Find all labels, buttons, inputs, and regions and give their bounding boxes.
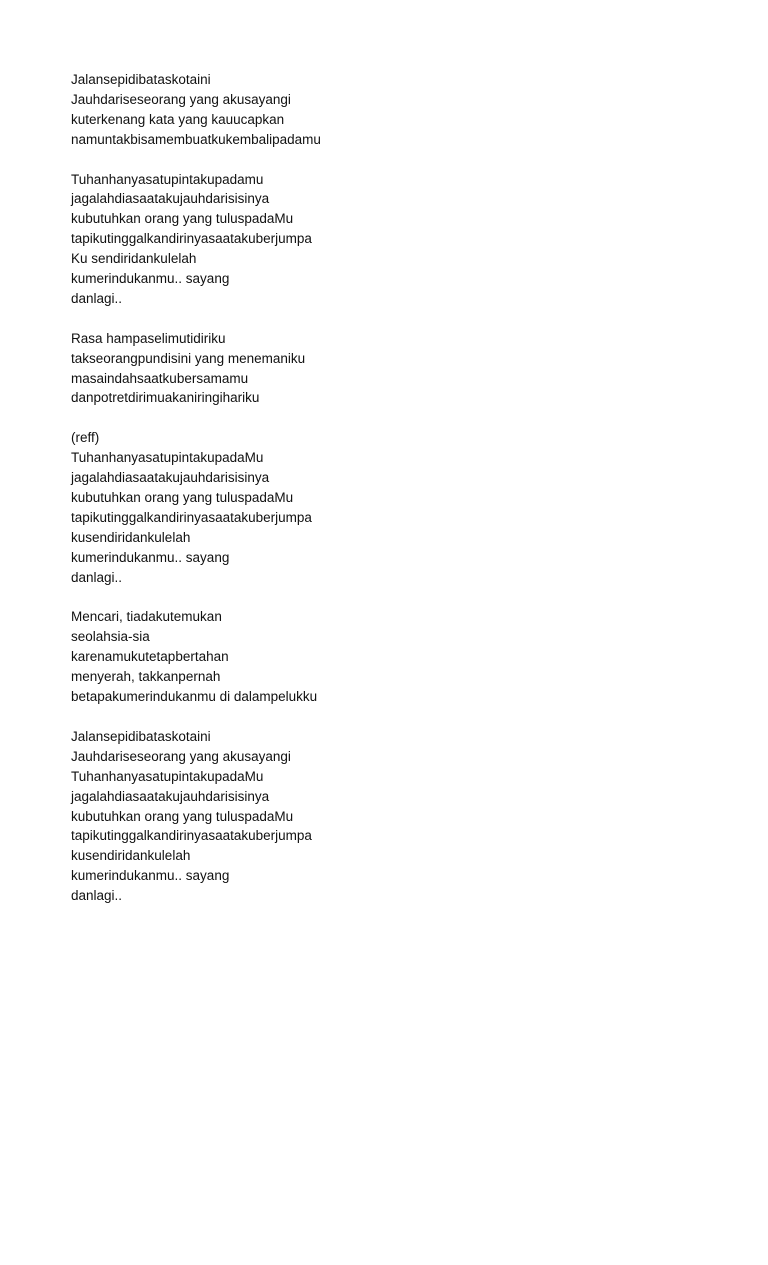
lyric-line: kumerindukanmu.. sayang	[71, 868, 230, 884]
lyric-line: tapikutinggalkandirinyasaatakuberjumpa	[71, 509, 312, 525]
lyric-line: danlagi..	[71, 569, 123, 585]
lyric-line: Jalansepidibataskotaini	[71, 72, 211, 87]
lyric-line: kumerindukanmu.. sayang	[71, 549, 230, 565]
lyric-line: TuhanhanyasatupintakupadaMu	[71, 768, 264, 784]
lyric-line: Rasa hampaselimutidiriku	[71, 330, 226, 346]
lyric-line: tapikutinggalkandirinyasaatakuberjumpa	[71, 828, 312, 844]
lyric-line: seolahsia-sia	[71, 629, 150, 645]
stanza-reff	[71, 428, 711, 587]
lyrics-page	[71, 70, 711, 926]
lyric-line: karenamukutetapbertahan	[71, 649, 229, 665]
lyric-line: danpotretdirimuakaniringihariku	[71, 390, 260, 406]
lyric-line: Ku sendiridankulelah	[71, 251, 197, 267]
lyric-line: masaindahsaatkubersamamu	[71, 370, 249, 386]
lyric-line: TuhanhanyasatupintakupadaMu	[71, 450, 264, 466]
lyric-line: Jalansepidibataskotaini	[71, 728, 211, 744]
lyric-line: namuntakbisamembuatkukembalipadamu	[71, 131, 321, 147]
lyric-line: danlagi..	[71, 888, 123, 904]
lyric-line: kusendiridankulelah	[71, 848, 191, 864]
lyric-line: takseorangpundisini yang menemaniku	[71, 350, 306, 366]
lyric-line: kumerindukanmu.. sayang	[71, 271, 230, 287]
lyric-line: (reff)	[71, 430, 100, 446]
lyric-line: kuterkenang kata yang kauucapkan	[71, 111, 285, 127]
lyric-line: danlagi..	[71, 290, 123, 306]
stanza-bridge	[71, 607, 711, 706]
lyric-line: jagalahdiasaatakujauhdarisisinya	[71, 191, 270, 207]
lyric-line: jagalahdiasaatakujauhdarisisinya	[71, 470, 270, 486]
lyric-line: Jauhdariseseorang yang akusayangi	[71, 748, 291, 764]
lyric-line: Tuhanhanyasatupintakupadamu	[71, 171, 264, 187]
lyric-line: Jauhdariseseorang yang akusayangi	[71, 91, 291, 107]
lyric-line: kubutuhkan orang yang tuluspadaMu	[71, 490, 294, 506]
lyric-line: menyerah, takkanpernah	[71, 669, 221, 685]
lyric-line: betapakumerindukanmu di dalampelukku	[71, 689, 318, 705]
stanza-verse-1	[71, 70, 711, 150]
lyric-line: kubutuhkan orang yang tuluspadaMu	[71, 808, 294, 824]
lyric-line: tapikutinggalkandirinyasaatakuberjumpa	[71, 231, 312, 247]
lyric-line: kubutuhkan orang yang tuluspadaMu	[71, 211, 294, 227]
stanza-chorus-1	[71, 170, 711, 309]
lyric-line: kusendiridankulelah	[71, 529, 191, 545]
lyric-line: Mencari, tiadakutemukan	[71, 609, 222, 625]
stanza-verse-2	[71, 329, 711, 409]
stanza-outro	[71, 727, 711, 906]
lyric-line: jagalahdiasaatakujauhdarisisinya	[71, 788, 270, 804]
